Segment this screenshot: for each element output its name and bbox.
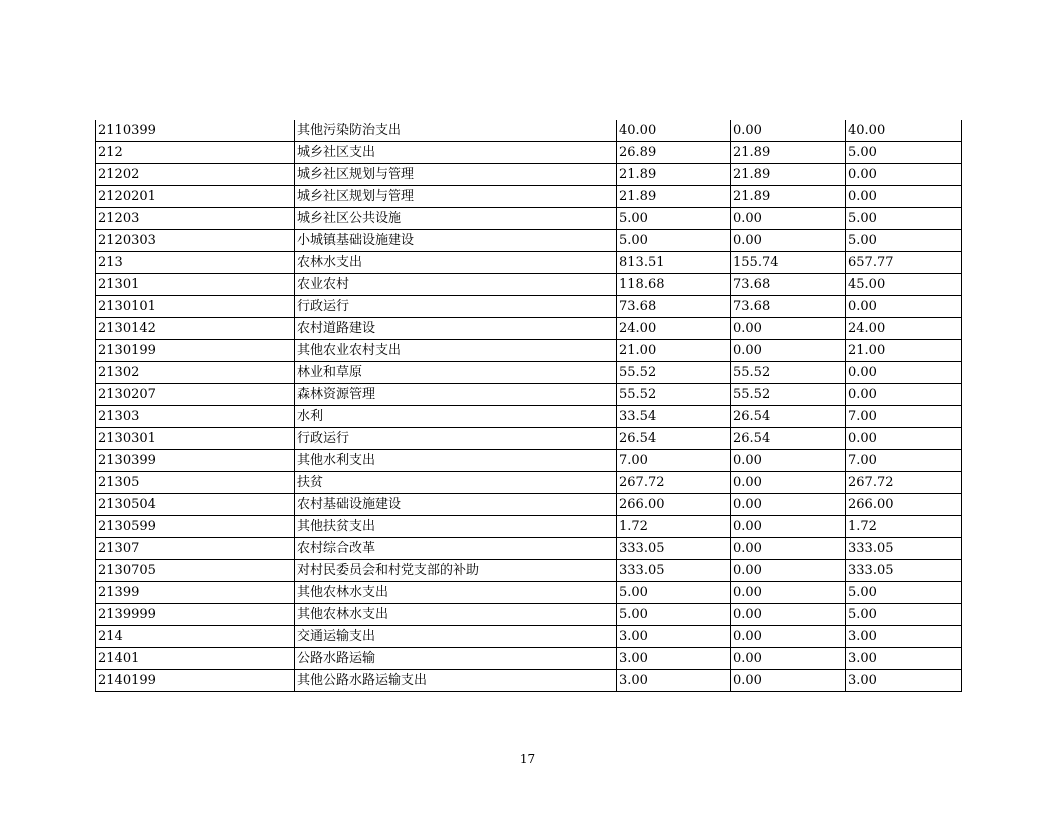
subject-code-cell: 21303 (96, 406, 295, 428)
subject-code-cell: 21401 (96, 648, 295, 670)
basic-expenditure-cell: 26.54 (731, 428, 846, 450)
table-row (96, 230, 962, 252)
subject-code-cell: 2130301 (96, 428, 295, 450)
total-amount-cell: 5.00 (617, 582, 731, 604)
subject-code-cell: 2139999 (96, 604, 295, 626)
project-expenditure-cell: 7.00 (846, 406, 962, 428)
subject-name-cell: 行政运行 (295, 428, 617, 450)
subject-code-cell: 2130207 (96, 384, 295, 406)
total-amount-cell: 55.52 (617, 384, 731, 406)
table-row (96, 582, 962, 604)
subject-code-cell: 213 (96, 252, 295, 274)
basic-expenditure-cell: 55.52 (731, 362, 846, 384)
total-amount-cell: 333.05 (617, 560, 731, 582)
subject-code-cell: 2130599 (96, 516, 295, 538)
table-row (96, 560, 962, 582)
total-amount-cell: 21.00 (617, 340, 731, 362)
subject-code-cell: 2120303 (96, 230, 295, 252)
table-row (96, 296, 962, 318)
total-amount-cell: 266.00 (617, 494, 731, 516)
table-row (96, 208, 962, 230)
basic-expenditure-cell: 0.00 (731, 648, 846, 670)
page-number: 17 (519, 752, 536, 766)
total-amount-cell: 73.68 (617, 296, 731, 318)
total-amount-cell: 21.89 (617, 164, 731, 186)
total-amount-cell: 1.72 (617, 516, 731, 538)
basic-expenditure-cell: 0.00 (731, 120, 846, 142)
subject-name-cell: 行政运行 (295, 296, 617, 318)
table-row (96, 538, 962, 560)
subject-name-cell: 城乡社区公共设施 (295, 208, 617, 230)
total-amount-cell: 7.00 (617, 450, 731, 472)
basic-expenditure-cell: 0.00 (731, 560, 846, 582)
subject-code-cell: 21302 (96, 362, 295, 384)
basic-expenditure-cell: 0.00 (731, 208, 846, 230)
project-expenditure-cell: 3.00 (846, 648, 962, 670)
project-expenditure-cell: 3.00 (846, 670, 962, 692)
subject-name-cell: 城乡社区规划与管理 (295, 186, 617, 208)
subject-code-cell: 21305 (96, 472, 295, 494)
subject-code-cell: 2130504 (96, 494, 295, 516)
project-expenditure-cell: 5.00 (846, 230, 962, 252)
table-row (96, 274, 962, 296)
total-amount-cell: 24.00 (617, 318, 731, 340)
project-expenditure-cell: 1.72 (846, 516, 962, 538)
table-row (96, 252, 962, 274)
total-amount-cell: 3.00 (617, 626, 731, 648)
project-expenditure-cell: 0.00 (846, 186, 962, 208)
project-expenditure-cell: 333.05 (846, 560, 962, 582)
subject-name-cell: 农村道路建设 (295, 318, 617, 340)
subject-name-cell: 小城镇基础设施建设 (295, 230, 617, 252)
basic-expenditure-cell: 0.00 (731, 582, 846, 604)
total-amount-cell: 5.00 (617, 230, 731, 252)
project-expenditure-cell: 5.00 (846, 142, 962, 164)
subject-code-cell: 21203 (96, 208, 295, 230)
project-expenditure-cell: 7.00 (846, 450, 962, 472)
basic-expenditure-cell: 0.00 (731, 230, 846, 252)
total-amount-cell: 3.00 (617, 670, 731, 692)
basic-expenditure-cell: 0.00 (731, 318, 846, 340)
subject-name-cell: 水利 (295, 406, 617, 428)
table-row (96, 142, 962, 164)
table-row (96, 164, 962, 186)
subject-name-cell: 其他公路水路运输支出 (295, 670, 617, 692)
table-row (96, 318, 962, 340)
subject-code-cell: 2140199 (96, 670, 295, 692)
subject-code-cell: 214 (96, 626, 295, 648)
table-row (96, 362, 962, 384)
table-row (96, 384, 962, 406)
total-amount-cell: 3.00 (617, 648, 731, 670)
project-expenditure-cell: 0.00 (846, 164, 962, 186)
total-amount-cell: 5.00 (617, 604, 731, 626)
basic-expenditure-cell: 0.00 (731, 340, 846, 362)
table-row (96, 428, 962, 450)
total-amount-cell: 5.00 (617, 208, 731, 230)
total-amount-cell: 33.54 (617, 406, 731, 428)
basic-expenditure-cell: 0.00 (731, 494, 846, 516)
basic-expenditure-cell: 21.89 (731, 186, 846, 208)
table-row (96, 626, 962, 648)
project-expenditure-cell: 5.00 (846, 582, 962, 604)
project-expenditure-cell: 0.00 (846, 384, 962, 406)
basic-expenditure-cell: 21.89 (731, 142, 846, 164)
subject-name-cell: 交通运输支出 (295, 626, 617, 648)
subject-name-cell: 其他农林水支出 (295, 604, 617, 626)
total-amount-cell: 333.05 (617, 538, 731, 560)
subject-name-cell: 城乡社区支出 (295, 142, 617, 164)
project-expenditure-cell: 5.00 (846, 604, 962, 626)
table-row (96, 186, 962, 208)
basic-expenditure-cell: 0.00 (731, 538, 846, 560)
project-expenditure-cell: 45.00 (846, 274, 962, 296)
subject-code-cell: 2130101 (96, 296, 295, 318)
subject-code-cell: 21399 (96, 582, 295, 604)
basic-expenditure-cell: 0.00 (731, 604, 846, 626)
table-row (96, 120, 962, 142)
subject-code-cell: 2130399 (96, 450, 295, 472)
total-amount-cell: 26.89 (617, 142, 731, 164)
subject-code-cell: 21301 (96, 274, 295, 296)
basic-expenditure-cell: 0.00 (731, 626, 846, 648)
subject-name-cell: 农村基础设施建设 (295, 494, 617, 516)
total-amount-cell: 40.00 (617, 120, 731, 142)
subject-name-cell: 其他农业农村支出 (295, 340, 617, 362)
basic-expenditure-cell: 0.00 (731, 472, 846, 494)
subject-name-cell: 城乡社区规划与管理 (295, 164, 617, 186)
subject-name-cell: 林业和草原 (295, 362, 617, 384)
basic-expenditure-cell: 0.00 (731, 516, 846, 538)
subject-name-cell: 其他污染防治支出 (295, 120, 617, 142)
subject-name-cell: 其他水利支出 (295, 450, 617, 472)
table-row (96, 604, 962, 626)
project-expenditure-cell: 0.00 (846, 428, 962, 450)
project-expenditure-cell: 657.77 (846, 252, 962, 274)
subject-code-cell: 2130142 (96, 318, 295, 340)
subject-code-cell: 2130705 (96, 560, 295, 582)
subject-name-cell: 农业农村 (295, 274, 617, 296)
table-body (96, 120, 962, 692)
subject-name-cell: 森林资源管理 (295, 384, 617, 406)
subject-name-cell: 扶贫 (295, 472, 617, 494)
project-expenditure-cell: 21.00 (846, 340, 962, 362)
project-expenditure-cell: 3.00 (846, 626, 962, 648)
project-expenditure-cell: 5.00 (846, 208, 962, 230)
project-expenditure-cell: 24.00 (846, 318, 962, 340)
basic-expenditure-cell: 0.00 (731, 450, 846, 472)
basic-expenditure-cell: 55.52 (731, 384, 846, 406)
basic-expenditure-cell: 155.74 (731, 252, 846, 274)
table-row (96, 648, 962, 670)
project-expenditure-cell: 267.72 (846, 472, 962, 494)
total-amount-cell: 21.89 (617, 186, 731, 208)
subject-name-cell: 农林水支出 (295, 252, 617, 274)
subject-code-cell: 2130199 (96, 340, 295, 362)
subject-code-cell: 21202 (96, 164, 295, 186)
subject-name-cell: 对村民委员会和村党支部的补助 (295, 560, 617, 582)
total-amount-cell: 118.68 (617, 274, 731, 296)
subject-name-cell: 农村综合改革 (295, 538, 617, 560)
total-amount-cell: 55.52 (617, 362, 731, 384)
table-row (96, 516, 962, 538)
project-expenditure-cell: 333.05 (846, 538, 962, 560)
table-row (96, 340, 962, 362)
project-expenditure-cell: 0.00 (846, 362, 962, 384)
table-row (96, 670, 962, 692)
total-amount-cell: 267.72 (617, 472, 731, 494)
subject-code-cell: 2110399 (96, 120, 295, 142)
total-amount-cell: 813.51 (617, 252, 731, 274)
subject-name-cell: 公路水路运输 (295, 648, 617, 670)
table-row (96, 494, 962, 516)
subject-name-cell: 其他农林水支出 (295, 582, 617, 604)
subject-name-cell: 其他扶贫支出 (295, 516, 617, 538)
table-row (96, 406, 962, 428)
subject-code-cell: 2120201 (96, 186, 295, 208)
table-row (96, 450, 962, 472)
project-expenditure-cell: 266.00 (846, 494, 962, 516)
subject-code-cell: 212 (96, 142, 295, 164)
budget-table (95, 120, 962, 692)
basic-expenditure-cell: 21.89 (731, 164, 846, 186)
subject-code-cell: 21307 (96, 538, 295, 560)
project-expenditure-cell: 40.00 (846, 120, 962, 142)
basic-expenditure-cell: 73.68 (731, 274, 846, 296)
basic-expenditure-cell: 26.54 (731, 406, 846, 428)
basic-expenditure-cell: 0.00 (731, 670, 846, 692)
basic-expenditure-cell: 73.68 (731, 296, 846, 318)
table-row (96, 472, 962, 494)
project-expenditure-cell: 0.00 (846, 296, 962, 318)
total-amount-cell: 26.54 (617, 428, 731, 450)
